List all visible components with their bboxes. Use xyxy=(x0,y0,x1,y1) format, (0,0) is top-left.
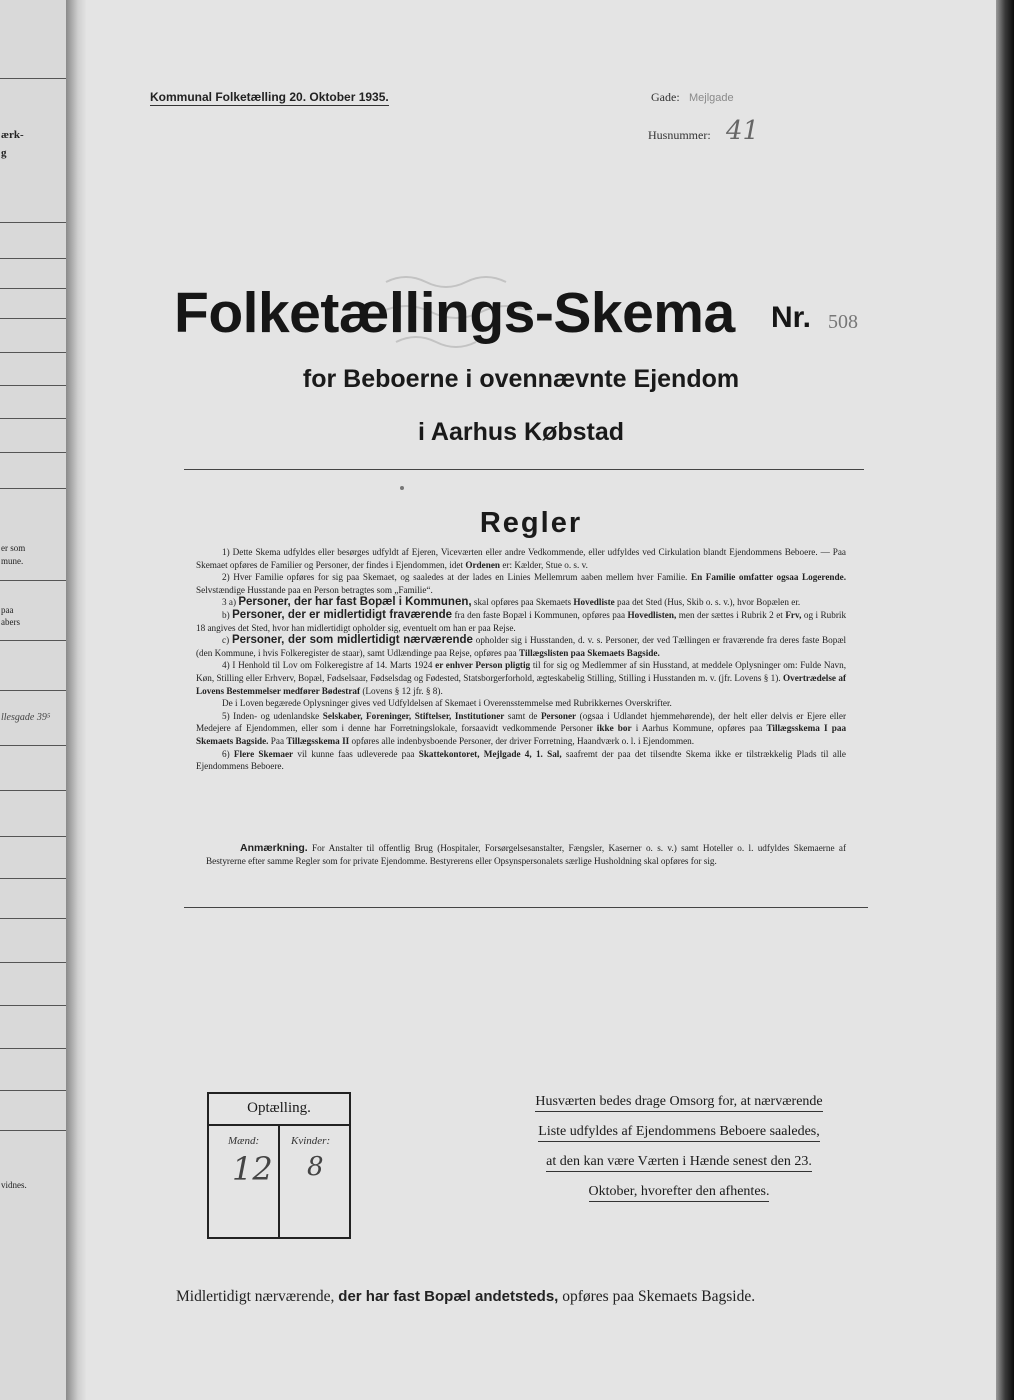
left-page-fragment: g xyxy=(1,147,7,159)
footer-text: Midlertidigt nærværende, xyxy=(176,1288,335,1305)
left-page-rule xyxy=(0,222,66,223)
form-number-value: 508 xyxy=(828,311,858,333)
left-page-rule xyxy=(0,790,66,791)
footer-text-bold: der har fast Bopæl andetsteds, xyxy=(338,1288,559,1305)
rules-heading: Regler xyxy=(479,507,583,539)
ink-dot xyxy=(400,486,404,490)
book-gutter xyxy=(66,0,86,1400)
left-page-fragment: er som xyxy=(1,543,26,553)
left-page-rule xyxy=(0,1130,66,1131)
form-subtitle: for Beboerne i ovennævnte Ejendom xyxy=(302,365,740,393)
footer-text: opføres paa Skemaets Bagside. xyxy=(562,1288,756,1305)
house-number-label: Husnummer: xyxy=(648,128,711,142)
left-page-rule xyxy=(0,580,66,581)
rule-3b: b) Personer, der er midlertidigt fraværende fra den faste Bopæl i Kommunen, opføres paa Hovedlisten, men der sættes i Rubrik 2 et Frv, og i Rubrik 18 angives det Sted, hvor han midlertidigt opholder sig, eventuelt om han er paa Rejse. xyxy=(196,608,847,633)
count-title: Optælling. xyxy=(247,1100,311,1116)
page-edge-shadow xyxy=(996,0,1014,1400)
form-location: i Aarhus Købstad xyxy=(417,418,625,446)
notice-line: at den kan være Værten i Hænde senest den 23. xyxy=(546,1154,812,1172)
rules-section xyxy=(196,546,846,773)
left-page-rule xyxy=(0,1090,66,1091)
divider-rule xyxy=(184,469,864,470)
left-page-fragment: llesgade 39⁵ xyxy=(1,712,51,723)
men-count-handwritten: 12 xyxy=(232,1150,273,1188)
women-count-handwritten: 8 xyxy=(307,1152,324,1182)
left-page-rule xyxy=(0,385,66,386)
left-page-rule xyxy=(0,1048,66,1049)
left-page-rule xyxy=(0,918,66,919)
left-page-fragment: mune. xyxy=(1,556,24,566)
left-page-rule xyxy=(0,836,66,837)
left-page-rule xyxy=(0,78,66,79)
left-page-rule xyxy=(0,452,66,453)
left-page-rule xyxy=(0,288,66,289)
left-page-fragment: abers xyxy=(1,617,20,627)
left-facing-page xyxy=(0,0,66,1400)
landlord-notice xyxy=(506,1094,852,1214)
notice-line: Husværten bedes drage Omsorg for, at nærværende xyxy=(535,1094,822,1112)
left-page-rule xyxy=(0,352,66,353)
annotation-section xyxy=(206,842,846,867)
left-page-rule xyxy=(0,488,66,489)
rule-3c: c) Personer, der som midlertidigt nærværende opholder sig i Husstanden, d. v. s. Personer, der ved Tællingen er fraværende fra deres faste Bopæl (den Kommune, i hvis Folkeregister de staar), samt Udlændinge paa Rejse, opføres paa Tillægslisten paa Skemaets Bagside. xyxy=(196,634,847,658)
left-page-rule xyxy=(0,878,66,879)
count-box xyxy=(207,1092,351,1239)
rule-6: 6) Flere Skemaer vil kunne faas udleverede paa Skattekontoret, Mejlgade 4, 1. Sal, saafremt der paa det tilsendte Skema ikke er tilstrækkelig Plads til alle Ejendommens Beboere. xyxy=(196,748,847,772)
notice-line: Liste udfyldes af Ejendommens Beboere saaledes, xyxy=(538,1124,819,1142)
street-stamp: Mejlgade xyxy=(689,92,734,104)
left-page-fragment: paa xyxy=(1,605,14,615)
left-page-fragment: ærk- xyxy=(1,129,24,141)
left-page-rule xyxy=(0,1005,66,1006)
rule-2: 2) Hver Familie opføres for sig paa Skemaet, og saaledes at der lades en Linies Mellemrum aaben mellem hver Familie. En Familie omfatter ogsaa Logerende. Selvstændige Husstande paa en Person betragtes som „Familie“. xyxy=(196,572,846,595)
street-label: Gade: xyxy=(651,90,680,104)
divider-rule xyxy=(184,907,868,908)
house-number-handwritten: 41 xyxy=(726,116,760,146)
left-page-rule xyxy=(0,318,66,319)
rule-3a: 3 a) Personer, der har fast Bopæl i Kommunen, skal opføres paa Skemaets Hovedliste paa det Sted (Hus, Skib o. s. v.), hvor Bopælen er. xyxy=(222,596,801,609)
left-page-fragment: vidnes. xyxy=(1,1180,27,1190)
left-page-rule xyxy=(0,962,66,963)
annotation-heading: Anmærkning. xyxy=(240,842,308,854)
form-number-label: Nr. xyxy=(771,301,812,334)
rule-4: 4) I Henhold til Lov om Folkeregistre af 14. Marts 1924 er enhver Person pligtig til for sig og Medlemmer af sin Husstand, at meddele Oplysninger om: Fulde Navn, Køn, Stilling eller Erhverv, Bopæl, Fødselsaar, Fødselsdag og Fødested, Statsborgerforhold, ægteskabelig Stilling, Stilling i Husstanden m. v. (jfr. Lovens § 1). Overtrædelse af Lovens Bestemmelser medfører Bødestraf (Lovens § 12 jfr. § 8). xyxy=(196,660,847,696)
left-page-rule xyxy=(0,418,66,419)
annotation-text: For Anstalter til offentlig Brug (Hospitaler, Forsørgelsesanstalter, Fængsler, Kaserner o. s. v.) samt Hoteller o. l. udfyldes Skemaerne af Bestyrerne efter samme Regler som for private Ejendomme. Bestyrerens eller Opsynspersonalets særlige Husholdning skal opføres for sig. xyxy=(206,843,847,866)
men-label: Mænd: xyxy=(228,1135,260,1147)
rule-1: 1) Dette Skema udfyldes eller besørges udfyldt af Ejeren, Viceværten eller andre Vedkommende, eller udfyldes ved Cirkulation blandt Ejendommens Beboere. — Paa Skemaet opføres de Familier og Personer, der findes i Ejendommen, idet Ordenen er: Kælder, Stue o. s. v. xyxy=(196,547,846,570)
left-page-rule xyxy=(0,640,66,641)
rule-4-continued: De i Loven begærede Oplysninger gives ved Udfyldelsen af Skemaet i Overensstemmelse med Rubrikkernes Overskrifter. xyxy=(222,698,672,709)
left-page-rule xyxy=(0,745,66,746)
left-page-rule xyxy=(0,258,66,259)
census-form-page xyxy=(86,0,996,1400)
census-header: Kommunal Folketælling 20. Oktober 1935. xyxy=(150,90,389,104)
count-column-divider xyxy=(278,1126,280,1237)
footer-instruction xyxy=(176,1288,755,1306)
rule-5: 5) Inden- og udenlandske Selskaber, Foreninger, Stiftelser, Institutioner samt de Personer (ogsaa i Udlandet hjemmehørende), der helt eller delvis er Ejere eller Medejere af Ejendommen, eller som i denne har Forretningslokale, forsaavidt vedkommende Personer ikke bor i Aarhus Kommune, opføres paa Tillægsskema I paa Skemaets Bagside. Paa Tillægsskema II opføres alle indenbysboende Personer, der driver Forretning, Haandværk o. l. i Ejendommen. xyxy=(196,710,847,746)
women-label: Kvinder: xyxy=(291,1135,331,1147)
left-page-rule xyxy=(0,690,66,691)
form-title: Folketællings-Skema xyxy=(174,281,735,345)
notice-line: Oktober, hvorefter den afhentes. xyxy=(589,1184,770,1202)
